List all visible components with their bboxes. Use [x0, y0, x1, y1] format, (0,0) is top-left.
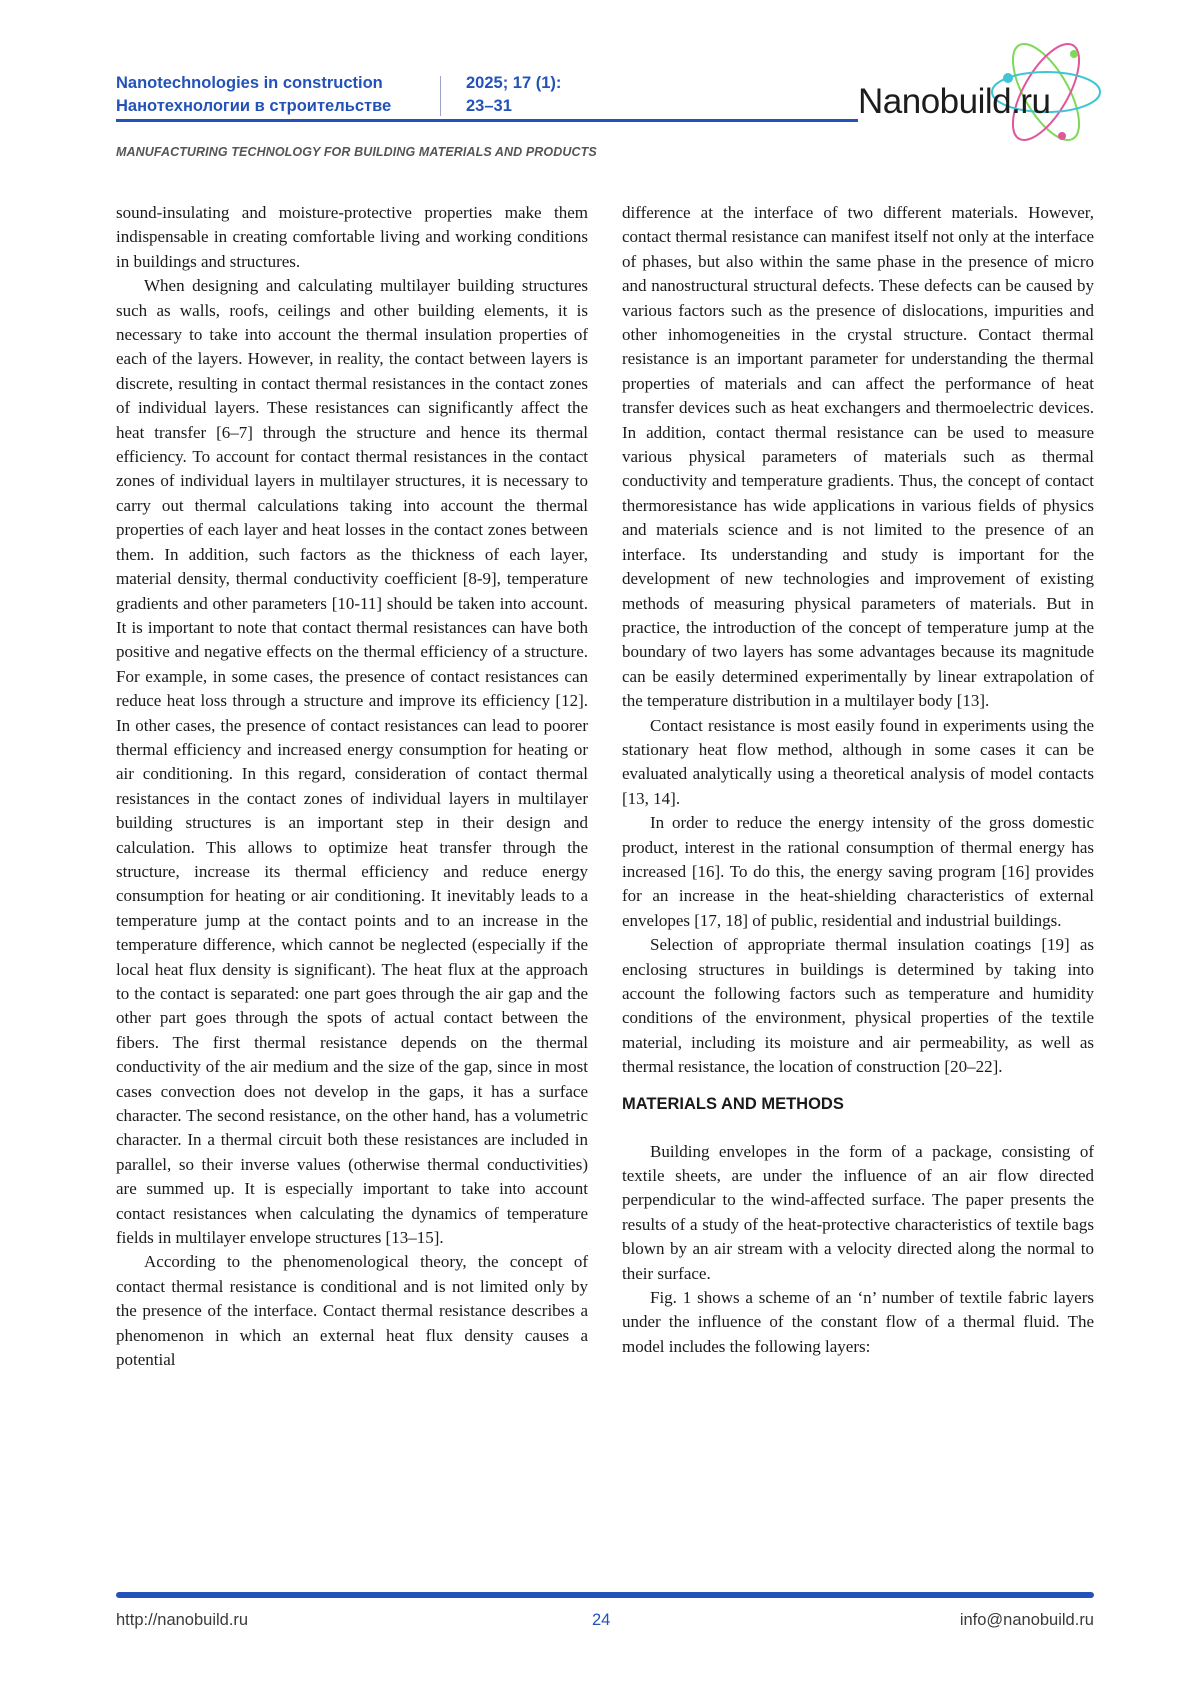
paragraph: difference at the interface of two different materials. However, contact thermal resistance can manifest itself not only at the interface of phases, but also within the same phase in the presence of micro and nanostructural structural defects. These defects can be caused by various factors such as the presence of dislocations, impurities and other inhomogeneities in the crystal structure. Contact thermal resistance is an important parameter for understanding the thermal properties of materials and can affect the performance of heat transfer devices such as heat exchangers and thermoelectric devices. In addition, contact thermal resistance can be used to measure various physical parameters of materials such as thermal conductivity and temperature gradients. Thus, the concept of contact thermoresistance has wide applications in various fields of physics and materials science and is not limited to the presence of an interface. Its understanding and study is important for the development of new technologies and improvement of existing methods of measuring physical parameters of materials. But in practice, the introduction of the concept of temperature jump at the boundary of two layers has some advantages because its magnitude can be easily determined experimentally by linear extrapolation of the temperature distribution in a multilayer body [13]. [622, 203, 1094, 711]
paragraph: In order to reduce the energy intensity of the gross domestic product, interest in the rational consumption of thermal energy has increased [16]. To do this, the energy saving program [16] provides for an increase in the heat-shielding characteristics of external envelopes [17, 18] of public, residential and industrial buildings. [622, 813, 1094, 930]
page-number: 24 [592, 1611, 611, 1629]
paragraph: According to the phenomenological theory, the concept of contact thermal resistance is conditional and is not limited only by the presence of the interface. Contact thermal resistance describes a phenomenon in which an external heat flux density causes a potential [116, 1252, 588, 1370]
header-divider [440, 76, 441, 116]
section-heading: MATERIALS AND METHODS [622, 1094, 844, 1113]
journal-title-en: Nanotechnologies in construction [116, 74, 383, 92]
section-label: MANUFACTURING TECHNOLOGY FOR BUILDING MATERIALS AND PRODUCTS [116, 145, 597, 159]
paragraph: Contact resistance is most easily found in experiments using the stationary heat flow method, although in some cases it can be evaluated analytically using a theoretical analysis of model contacts [13, 14]. [622, 715, 1094, 808]
issue-number: 2025; 17 (1): [466, 74, 562, 92]
paragraph: When designing and calculating multilayer building structures such as walls, roofs, ceilings and other building elements, it is necessary to take into account the thermal insulation properties of each of the layers. However, in reality, the contact between layers is discrete, resulting in contact thermal resistances in the contact zones of individual layers. These resistances can significantly affect the heat transfer [6–7] through the structure and hence its thermal efficiency. To account for contact thermal resistances in the contact zones of individual layers in multilayer structures, it is necessary to carry out thermal calculations taking into account the thermal properties of each layer and heat losses in the contact zones between them. In addition, such factors as the thickness of each layer, material density, thermal conductivity coefficient [8-9], temperature gradients and other parameters [10-11] should be taken into account. It is important to note that contact thermal resistances can have both positive and negative effects on the thermal efficiency of a structure. For example, in some cases, the presence of contact resistances can reduce heat loss through a structure and improve its efficiency [12]. In other cases, the presence of contact resistances can lead to poorer thermal efficiency and increased energy consumption for heating or air conditioning. In this regard, consideration of contact thermal resistances in the contact zones of individual layers in multilayer building structures is an important step in their design and calculation. This allows to optimize heat transfer through the structure, increase its thermal efficiency and reduce energy consumption for heating or air conditioning. It inevitably leads to a temperature jump at the contact points and to an increase in the temperature difference, which cannot be neglected (especially if the local heat flux density is significant). The heat flux at the approach to the contact is separated: one part goes through the air gap and the other part goes through the spots of actual contact between the fibers. The first thermal resistance depends on the thermal conductivity of the air medium and the size of the gap, since in most cases convection does not develop in the gaps, it has a surface character. The second resistance, on the other hand, has a volumetric character. In a thermal circuit both these resistances are included in parallel, so their inverse values (otherwise thermal conductivities) are summed up. It is especially important to take into account contact resistances when calculating the dynamics of temperature fields in multilayer envelope structures [13–15]. [116, 276, 588, 1248]
issue-info [466, 72, 561, 118]
header-rule [116, 119, 858, 122]
journal-title [116, 72, 391, 118]
footer-url-link[interactable]: http://nanobuild.ru [116, 1611, 249, 1629]
footer-rule [116, 1592, 1094, 1598]
right-column [622, 201, 1094, 1359]
paragraph: Fig. 1 shows a scheme of an ‘n’ number of textile fabric layers under the influence of the constant flow of a thermal fluid. The model includes the following layers: [622, 1288, 1094, 1356]
nanobuild-logo[interactable] [856, 32, 1106, 150]
left-column [116, 201, 588, 1373]
paragraph: Building envelopes in the form of a package, consisting of textile sheets, are under the influence of an air flow directed perpendicular to the wind-affected surface. The paper presents the results of a study of the heat-protective characteristics of textile bags blown by an air stream with a velocity directed along the normal to their surface. [622, 1141, 1094, 1283]
footer-email-link[interactable]: info@nanobuild.ru [959, 1611, 1094, 1629]
page-range: 23–31 [466, 97, 512, 115]
paragraph: sound-insulating and moisture-protective properties make them indispensable in creating comfortable living and working conditions in buildings and structures. [116, 203, 588, 271]
logo-text: Nanobuild.ru [858, 82, 1051, 121]
paragraph: Selection of appropriate thermal insulation coatings [19] as enclosing structures in buildings is determined by taking into account the following factors such as temperature and humidity conditions of the environment, physical properties of the textile material, including its moisture and air permeability, as well as thermal resistance, the location of construction [20–22]. [622, 935, 1094, 1077]
journal-title-ru: Нанотехнологии в строительстве [116, 97, 392, 115]
